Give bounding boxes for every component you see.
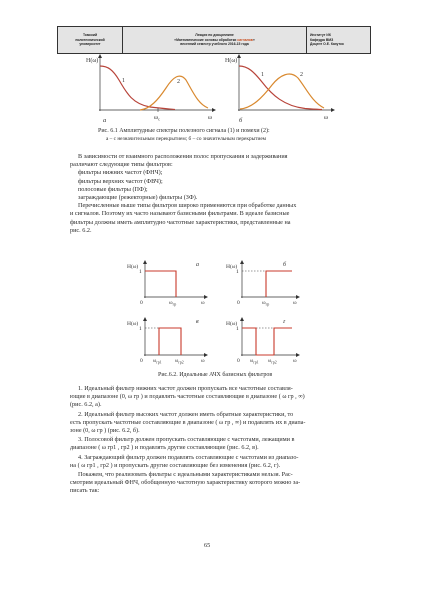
svg-text:0: 0: [140, 300, 143, 306]
svg-text:H(ω): H(ω): [226, 321, 238, 327]
fig1a-curve-1-label: 1: [122, 78, 125, 84]
page-number: 65: [204, 542, 211, 549]
filter-type-1: фильтры нижних частот (ФНЧ);: [78, 169, 163, 177]
university-line-3: университет: [79, 42, 101, 47]
svg-text:0: 0: [140, 358, 143, 364]
list-item-1: 1. Идеальный фильтр нижних частот должен пропускать все частотные составля- ющие в диапазоне (0, ω гр ) и подавлять частотные составляющие в диапазоне ( ω гр , ∞) (рис. 6.2, а).: [70, 385, 305, 409]
svg-text:H(ω): H(ω): [127, 321, 139, 327]
svg-text:ωгр2: $\omega_{гр2}$: [175, 359, 184, 365]
semester-line: весенний семестр учебного 2016-15 года: [180, 42, 249, 47]
list-item-3: 3. Полосовой фильтр должен пропускать составляющие с частотами, лежащими в диапазоне ( ω гр1 , гр2 ) и подавлять другие составляющие (рис. 6.2, в).: [70, 436, 295, 452]
fig1a-y-label: H(ω): [86, 58, 99, 64]
para2-line1: Перечисленные выше типы фильтров широко применяются при обработке данных: [78, 202, 297, 210]
svg-text:ω: ω: [201, 300, 205, 306]
discipline-line-1: Лекция по дисциплине: [195, 33, 234, 38]
fig1b-curve-2-label: 2: [300, 72, 303, 78]
fig1b-y-label: H(ω): [225, 58, 238, 64]
figure2-panel-d: [226, 317, 300, 365]
svg-text:ωгр1: $\omega_{гр1}$: [250, 359, 259, 365]
items-section: [70, 385, 370, 496]
para1-line2: различают следующие типы фильтров:: [70, 161, 173, 169]
svg-text:ωгр2: $\omega_{гр2}$: [268, 359, 277, 365]
svg-text:ω: ω: [293, 358, 297, 364]
fig1a-curve-2-label: 2: [177, 79, 180, 85]
closing-paragraph: Покажем, что реализовать фильтры с идеальными характеристиками нельзя. Рас- смотрим идеальный ФНЧ, обобщенную частотную характеристику которого можно за- писать так:: [70, 471, 301, 495]
svg-text:1: 1: [139, 326, 142, 332]
para2-line3: фильтры должны иметь амплитудно частотные характеристики, представленные на: [70, 218, 291, 226]
figure2-panel-c: [127, 317, 208, 365]
fig1a-letter: а: [103, 117, 107, 124]
figure2-caption: Рис.6.2. Идеальные АЧХ базисных фильтров: [158, 372, 273, 378]
svg-text:H(ω): H(ω): [226, 264, 238, 270]
svg-text:H(ω): H(ω): [127, 264, 139, 270]
university-line-2: политехнический: [75, 37, 105, 42]
fig1b-curve-1-label: 1: [261, 72, 264, 78]
author-label: Доцент О.Е. Казутко: [310, 42, 344, 47]
svg-text:в: в: [196, 319, 199, 325]
figure1-caption-line1: Рис. 6.1 Амплитудные спектры полезного сигнала (1) и помехи (2):: [98, 128, 270, 134]
svg-text:1: 1: [236, 326, 239, 332]
svg-text:б: б: [283, 262, 287, 268]
figure2-panel-a: [127, 260, 208, 307]
svg-text:ω: ω: [293, 300, 297, 306]
filter-type-4: заграждающие (режекторные) фильтры (ЗФ).: [78, 194, 198, 202]
discipline-line-2: «Математические основы обработки сигналов»: [174, 37, 255, 42]
svg-text:ωгр: $\omega_{гр}$: [169, 300, 177, 307]
para2-line2: и сигналов. Поэтому их часто называют базисными фильтрами. В идеале базисные: [70, 210, 290, 218]
fig1a-omega-c: $\omega_c$: [154, 115, 160, 122]
fig1b-letter: б: [239, 117, 243, 124]
fig1b-x-label: ω: [324, 115, 328, 121]
svg-text:а: а: [196, 262, 199, 268]
fig1a-x-label: ω: [208, 115, 212, 121]
filter-type-3: полосовые фильтры (ПФ);: [78, 185, 148, 193]
list-item-4: 4. Заграждающий фильтр должен подавлять составляющие с частотами из диапазо- на ( ω гр1 , гр2 ) и пропускать другие составляющие без изменения (рис. 6.2, г).: [70, 453, 299, 469]
figure2-panel-b: [226, 260, 300, 307]
figure1-caption-line2: а – с незначительным перекрытием; б – со значительным перекрытием: [106, 136, 267, 142]
svg-text:ωгр: $\omega_{гр}$: [262, 300, 270, 307]
svg-text:1: 1: [139, 269, 142, 275]
svg-text:ωгр1: $\omega_{гр1}$: [153, 359, 162, 365]
para2-line4: рис. 6.2.: [70, 226, 92, 234]
institute-label: Институт ИК: [310, 33, 331, 38]
svg-text:0: 0: [237, 300, 240, 306]
university-line-1: Томский: [82, 33, 98, 38]
svg-text:1: 1: [236, 269, 239, 275]
svg-text:ω: ω: [201, 358, 205, 364]
para1-line1: В зависимости от взаимного расположения полос пропускания и задерживания: [78, 153, 288, 160]
svg-text:0: 0: [237, 358, 240, 364]
list-item-2: 2. Идеальный фильтр высоких частот должен иметь обратные характеристики, то есть пропускать частотные составляющие в диапазоне ( ω гр , ∞) и подавлять их в диапа- зоне (0, ω гр ) (рис. 6.2, б).: [70, 410, 306, 435]
svg-text:г: г: [283, 319, 286, 325]
department-label: Кафедра ВМЗ: [310, 37, 334, 42]
filter-type-2: фильтры верхних частот (ФВЧ);: [78, 177, 163, 185]
